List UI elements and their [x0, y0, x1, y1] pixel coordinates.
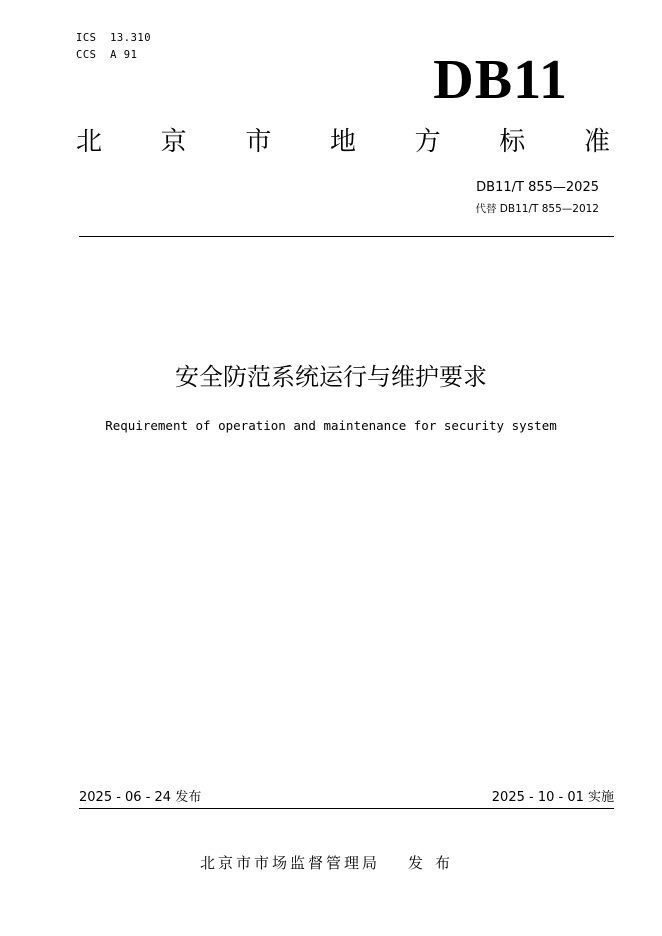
top-divider — [79, 236, 614, 237]
issuer-name: 北京市市场监督管理局 — [199, 854, 380, 872]
bottom-divider — [79, 808, 614, 809]
standard-number: DB11/T 855—2025 — [476, 180, 599, 195]
category-char: 市 — [245, 127, 272, 157]
standard-category-title — [76, 124, 610, 160]
publish-date: 2025 - 06 - 24 发布 — [79, 790, 202, 805]
category-char: 北 — [76, 127, 103, 157]
ics-code: ICS 13.310 — [76, 32, 152, 44]
category-char: 标 — [499, 127, 526, 157]
implementation-date: 2025 - 10 - 01 实施 — [491, 790, 614, 805]
replaced-standard: 代替 DB11/T 855—2012 — [475, 203, 599, 215]
document-title-chinese: 安全防范系统运行与维护要求 — [175, 363, 487, 391]
ccs-code: CCS A 91 — [76, 49, 138, 61]
issuer-action: 发布 — [408, 854, 463, 872]
category-char: 准 — [583, 127, 610, 157]
category-char: 京 — [160, 127, 187, 157]
issuer-line — [0, 852, 662, 874]
category-char: 方 — [414, 127, 441, 157]
category-char: 地 — [329, 127, 356, 157]
document-title-english: Requirement of operation and maintenance for security system — [105, 418, 557, 433]
db11-logo: DB11 — [433, 49, 568, 111]
